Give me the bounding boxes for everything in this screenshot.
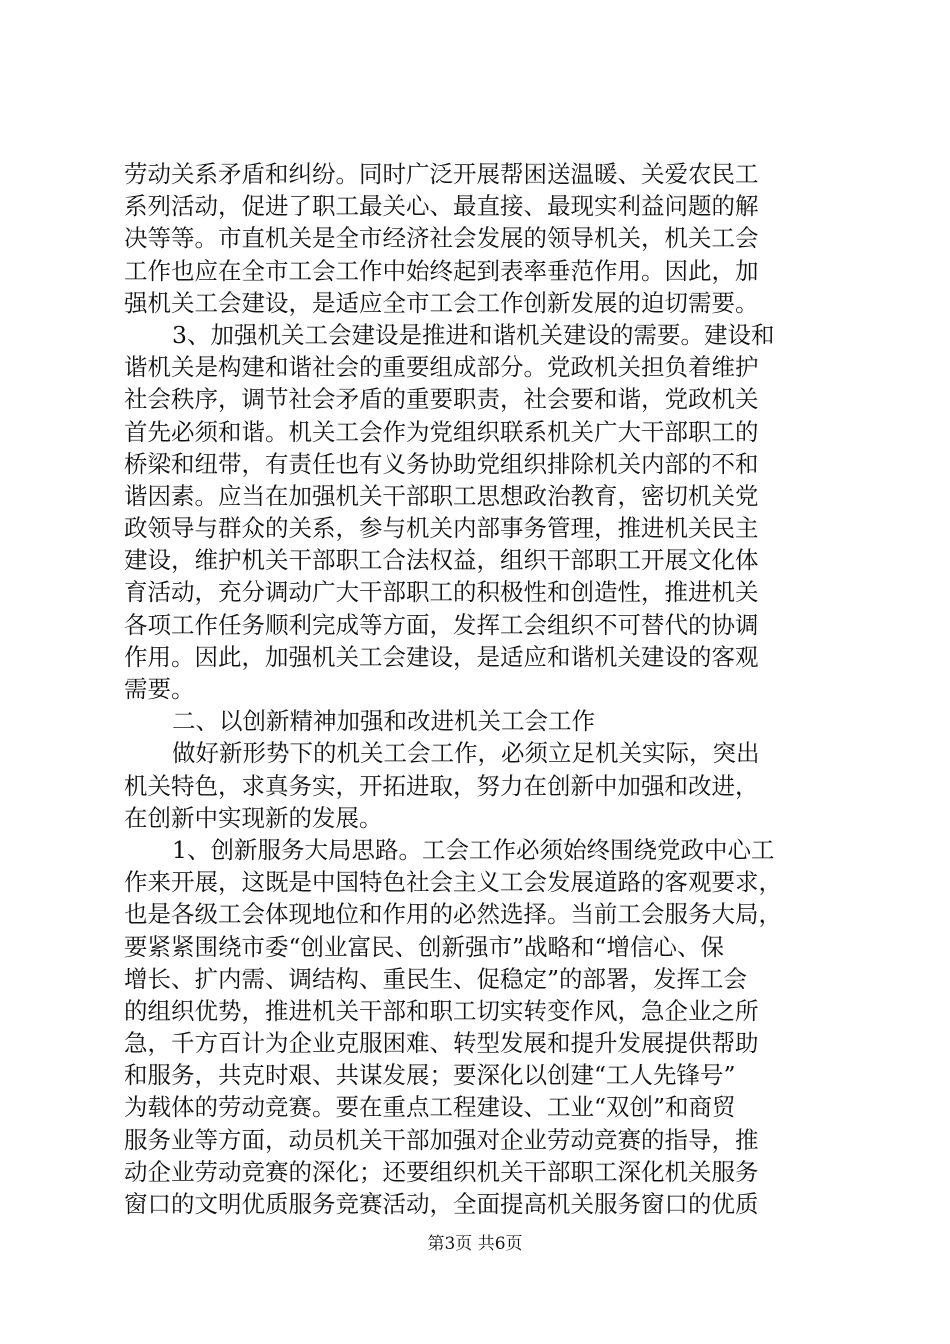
text-line: 的组织优势，推进机关干部和职工切实转变作风，急企业之所 [124,996,759,1025]
text-line: 机关特色，求真务实，开拓进取，努力在创新中加强和改进， [124,771,759,800]
text-line: 建设，维护机关干部职工合法权益，组织干部职工开展文化体 [124,546,759,575]
text-line: 服务业等方面，动员机关干部加强对企业劳动竞赛的指导，推 [124,1125,759,1154]
text-line: 工作也应在全市工会工作中始终起到表率垂范作用。因此，加 [124,256,759,285]
text-line: 谐机关是构建和谐社会的重要组成部分。党政机关担负着维护 [124,353,759,382]
text-line: 谐因素。应当在加强机关干部职工思想政治教育，密切机关党 [124,481,759,510]
text-line: 首先必须和谐。机关工会作为党组织联系机关广大干部职工的 [124,417,759,446]
text-line: 作用。因此，加强机关工会建设，是适应和谐机关建设的客观 [124,642,759,671]
text-line: 桥梁和纽带，有责任也有义务协助党组织排除机关内部的不和 [124,449,759,478]
text-line: 也是各级工会体现地位和作用的必然选择。当前工会服务大局， [124,900,782,929]
text-line: 急，千方百计为企业克服困难、转型发展和提升发展提供帮助 [124,1029,759,1058]
text-line: 作来开展，这既是中国特色社会主义工会发展道路的客观要求， [124,868,782,897]
text-line: 各项工作任务顺利完成等方面，发挥工会组织不可替代的协调 [124,610,759,639]
section-heading: 二、以创新精神加强和改进机关工会工作 [172,707,595,736]
document-body [124,158,832,1220]
text-line: 和服务，共克时艰、共谋发展；要深化以创建“工人先锋号” [124,1061,736,1090]
text-line: 决等等。市直机关是全市经济社会发展的领导机关，机关工会 [124,224,759,253]
text-line: 社会秩序，调节社会矛盾的重要职责，社会要和谐，党政机关 [124,385,759,414]
paragraph-start-line: 1、创新服务大局思路。工会工作必须始终围绕党政中心工 [172,835,775,864]
page-number-footer: 第3页 共6页 [427,1234,523,1254]
text-line: 系列活动，促进了职工最关心、最直接、最现实利益问题的解 [124,192,759,221]
text-line: 增长、扩内需、调结构、重民生、促稳定”的部署，发挥工会 [124,964,748,993]
text-line: 窗口的文明优质服务竞赛活动，全面提高机关服务窗口的优质 [124,1190,759,1218]
text-line: 育活动，充分调动广大干部职工的积极性和创造性，推进机关 [124,578,759,607]
text-line: 劳动关系矛盾和纠纷。同时广泛开展帮困送温暖、关爱农民工 [124,160,759,188]
text-line: 为载体的劳动竞赛。要在重点工程建设、工业“双创”和商贸 [124,1093,736,1122]
text-line: 政领导与群众的关系，参与机关内部事务管理，推进机关民主 [124,514,759,543]
text-line: 需要。 [124,675,195,703]
text-line: 动企业劳动竞赛的深化；还要组织机关干部职工深化机关服务 [124,1157,759,1186]
text-line: 在创新中实现新的发展。 [124,803,383,832]
text-line: 强机关工会建设，是适应全市工会工作创新发展的迫切需要。 [124,288,759,317]
paragraph-start-line: 3、加强机关工会建设是推进和谐机关建设的需要。建设和 [172,320,775,349]
paragraph-start-line: 做好新形势下的机关工会工作，必须立足机关实际，突出 [172,739,760,768]
text-line: 要紧紧围绕市委“创业富民、创新强市”战略和“增信心、保 [124,932,725,961]
